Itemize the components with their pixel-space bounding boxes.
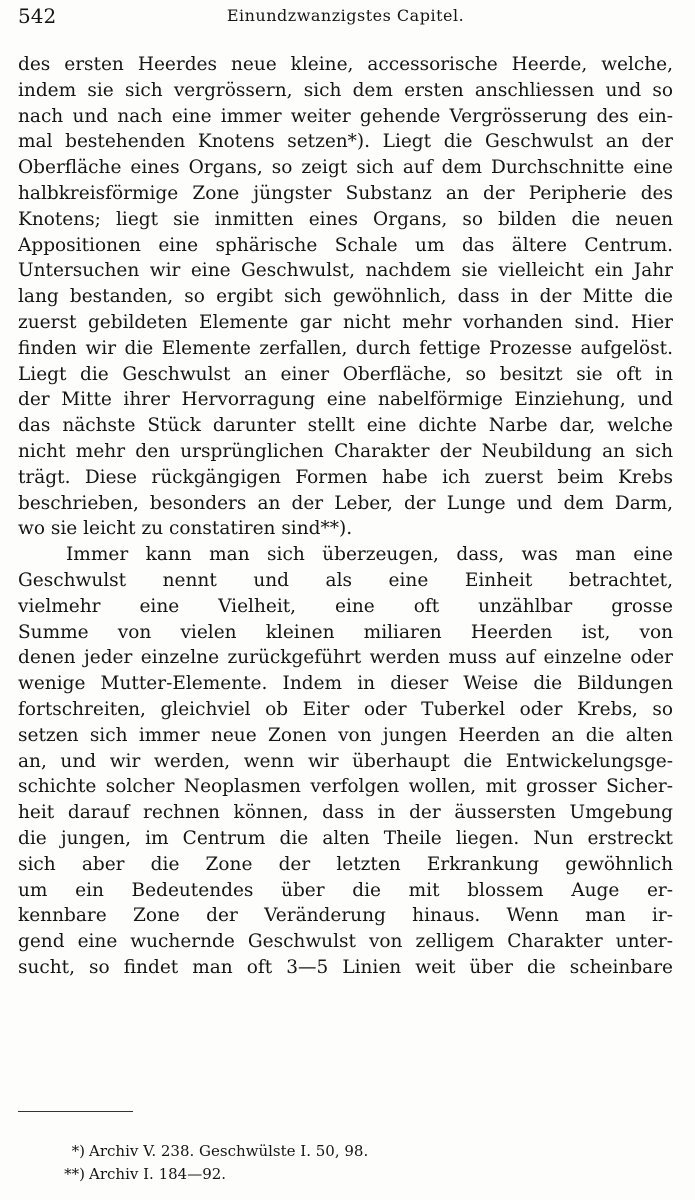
text-line: das nächste Stück darunter stellt eine dichte Narbe dar, welche xyxy=(18,415,673,437)
text-line: fortschreiten, gleichviel ob Eiter oder Tuberkel oder Krebs, so xyxy=(18,698,673,720)
text-line: beschrieben, besonders an der Leber, der Lunge und dem Darm, xyxy=(18,492,673,514)
text-line: des ersten Heerdes neue kleine, accessorische Heerde, welche, xyxy=(18,54,673,75)
text-line: mal bestehenden Knotens setzen*). Liegt die Geschwulst an der xyxy=(18,131,673,153)
text-line: wo sie leicht zu constatiren sind**). xyxy=(18,518,353,540)
text-line: Untersuchen wir eine Geschwulst, nachdem sie vielleicht ein Jahr xyxy=(18,260,673,282)
footnote-text: Archiv V. 238. Geschwülste I. 50, 98. xyxy=(89,1142,369,1160)
footnote-mark: *) xyxy=(71,1142,85,1160)
text-line: Liegt die Geschwulst an einer Oberfläche, so besitzt sie oft in xyxy=(18,363,673,385)
text-line: Appositionen eine sphärische Schale um das ältere Centrum. xyxy=(18,234,673,256)
text-line: gend eine wuchernde Geschwulst von zelligem Charakter unter- xyxy=(18,931,673,953)
text-line: die jungen, im Centrum die alten Theile liegen. Nun erstreckt xyxy=(18,827,673,849)
footnote-text: Archiv I. 184—92. xyxy=(89,1165,227,1183)
text-line: heit darauf rechnen können, dass in der äussersten Umgebung xyxy=(18,802,673,824)
page-header xyxy=(18,4,673,34)
text-line: kennbare Zone der Veränderung hinaus. Wenn man ir- xyxy=(18,905,673,927)
text-line: Oberfläche eines Organs, so zeigt sich auf dem Durchschnitte eine xyxy=(18,157,673,179)
text-line: lang bestanden, so ergibt sich gewöhnlich, dass in der Mitte die xyxy=(18,286,673,308)
text-line: wenige Mutter-Elemente. Indem in dieser Weise die Bildungen xyxy=(18,673,673,695)
text-line: trägt. Diese rückgängigen Formen habe ich zuerst beim Krebs xyxy=(18,466,673,488)
page-number: 542 xyxy=(18,4,57,28)
text-line: setzen sich immer neue Zonen von jungen Heerden an die alten xyxy=(18,724,673,746)
text-line: sich aber die Zone der letzten Erkrankung gewöhnlich xyxy=(18,853,673,875)
text-line: nach und nach eine immer weiter gehende Vergrösserung des ein- xyxy=(18,105,673,127)
text-line: um ein Bedeutendes über die mit blossem Auge er- xyxy=(18,879,673,901)
text-line: schichte solcher Neoplasmen verfolgen wollen, mit grosser Sicher- xyxy=(18,776,673,798)
footnote xyxy=(55,1163,615,1186)
text-line: sucht, so findet man oft 3—5 Linien weit über die scheinbare xyxy=(18,956,673,978)
text-line: Summe von vielen kleinen miliaren Heerden ist, von xyxy=(18,621,673,643)
text-line: Knotens; liegt sie inmitten eines Organs, so bilden die neuen xyxy=(18,208,673,230)
text-line: Geschwulst nennt und als eine Einheit betrachtet, xyxy=(18,569,673,591)
text-line: an, und wir werden, wenn wir überhaupt die Entwickelungsge- xyxy=(18,750,673,772)
footnote xyxy=(55,1140,615,1163)
running-head: Einundzwanzigstes Capitel. xyxy=(226,6,465,25)
text-line: denen jeder einzelne zurückgeführt werden muss auf einzelne oder xyxy=(18,647,673,669)
text-line: indem sie sich vergrössern, sich dem ersten anschliessen und so xyxy=(18,79,673,101)
text-line: vielmehr eine Vielheit, eine oft unzählbar grosse xyxy=(18,595,673,617)
text-line: halbkreisförmige Zone jüngster Substanz an der Peripherie des xyxy=(18,182,673,204)
footnote-mark: **) xyxy=(64,1165,85,1183)
text-line: Immer kann man sich überzeugen, dass, was man eine xyxy=(66,544,673,566)
footnote-rule xyxy=(18,1111,133,1112)
text-line: nicht mehr den ursprünglichen Charakter der Neubildung an sich xyxy=(18,440,673,462)
text-line: finden wir die Elemente zerfallen, durch fettige Prozesse aufgelöst. xyxy=(18,337,673,359)
text-line: der Mitte ihrer Hervorragung eine nabelförmige Einziehung, und xyxy=(18,389,673,411)
text-line: zuerst gebildeten Elemente gar nicht mehr vorhanden sind. Hier xyxy=(18,311,673,333)
footnotes xyxy=(55,1140,615,1186)
body-text xyxy=(18,52,673,981)
